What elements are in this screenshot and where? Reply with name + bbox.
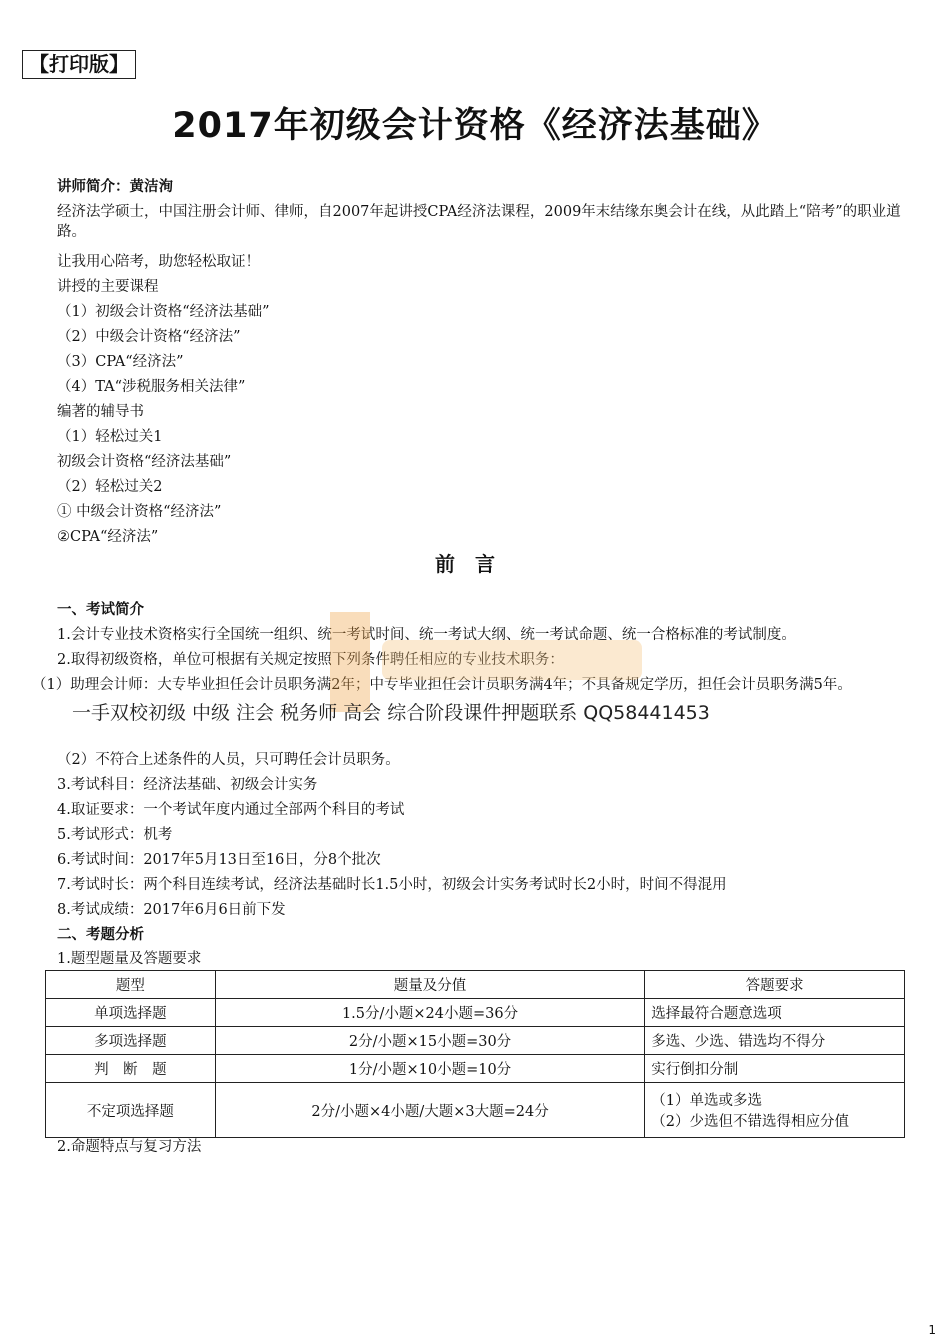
exam-item-2: 2.取得初级资格，单位可根据有关规定按照下列条件聘任相应的专业技术职务：	[57, 652, 564, 668]
exam-item-6: 6.考试时间：2017年5月13日至16日，分8个批次	[57, 852, 381, 868]
table-cell-score: 1分/小题×10小题=10分	[215, 1055, 644, 1083]
table-cell-type: 单项选择题	[46, 999, 216, 1027]
section-question-analysis-heading: 二、考题分析	[57, 927, 144, 943]
exam-item-5: 5.考试形式：机考	[57, 827, 173, 843]
exam-item-2-1: （1）助理会计师：大专毕业担任会计员职务满2年；中专毕业担任会计员职务满4年；不具备规定学历，担任会计员职务满5年。	[32, 677, 852, 693]
page-number: 1	[928, 1323, 936, 1337]
table-cell-score: 1.5分/小题×24小题=36分	[215, 999, 644, 1027]
requirement-line: （1）单选或多选	[651, 1093, 762, 1109]
book-item: 初级会计资格“经济法基础”	[57, 454, 232, 470]
document-title: 2017年初级会计资格《经济法基础》	[172, 106, 778, 146]
watermark-text: 一手双校初级 中级 注会 税务师 高会 综合阶段课件押题联系 QQ58441453	[72, 702, 710, 724]
table-cell-requirement: 多选、少选、错选均不得分	[645, 1027, 905, 1055]
books-heading: 编著的辅导书	[57, 404, 144, 420]
table-cell-requirement	[645, 1083, 905, 1138]
exam-item-1: 1.会计专业技术资格实行全国统一组织、统一考试时间、统一考试大纲、统一考试命题、统一合格标准的考试制度。	[57, 627, 796, 643]
courses-heading: 讲授的主要课程	[57, 279, 159, 295]
table-header: 题量及分值	[215, 971, 644, 999]
table-cell-score: 2分/小题×4小题/大题×3大题=24分	[215, 1083, 644, 1138]
section-exam-intro-heading: 一、考试简介	[57, 602, 144, 618]
lecturer-bio-text: 经济法学硕士，中国注册会计师、律师，自2007年起讲授CPA经济法课程，2009年末结缘东奥会计在线，从此踏上“陪考”的职业道路。	[57, 204, 901, 240]
table-row	[46, 1055, 905, 1083]
book-item: （2）轻松过关2	[57, 479, 163, 495]
motto: 让我用心陪考，助您轻松取证！	[57, 254, 260, 270]
exam-item-2-2: （2）不符合上述条件的人员，只可聘任会计员职务。	[57, 752, 400, 768]
question-type-subheading: 1.题型题量及答题要求	[57, 951, 202, 967]
lecturer-heading: 讲师简介：黄洁洵	[57, 179, 173, 195]
table-header: 题型	[46, 971, 216, 999]
table-row	[46, 1027, 905, 1055]
course-item: （1）初级会计资格“经济法基础”	[57, 304, 270, 320]
proposition-subheading: 2.命题特点与复习方法	[57, 1139, 202, 1155]
course-item: （2）中级会计资格“经济法”	[57, 329, 241, 345]
table-header-row	[46, 971, 905, 999]
table-header: 答题要求	[645, 971, 905, 999]
requirement-line: （2）少选但不错选得相应分值	[651, 1114, 849, 1130]
exam-item-7: 7.考试时长：两个科目连续考试，经济法基础时长1.5小时，初级会计实务考试时长2小时，时间不得混用	[57, 877, 727, 893]
watermark-logo-shape	[330, 612, 370, 712]
table-cell-requirement: 实行倒扣分制	[645, 1055, 905, 1083]
table-cell-requirement: 选择最符合题意选项	[645, 999, 905, 1027]
watermark-logo-shape	[382, 640, 642, 680]
preface-title: 前言	[435, 552, 515, 576]
book-item: ②CPA“经济法”	[57, 529, 159, 545]
exam-item-4: 4.取证要求：一个考试年度内通过全部两个科目的考试	[57, 802, 405, 818]
table-cell-type: 不定项选择题	[46, 1083, 216, 1138]
question-type-table	[45, 970, 905, 1138]
table-cell-type: 判 断 题	[46, 1055, 216, 1083]
print-version-tag: 【打印版】	[22, 50, 136, 79]
table-cell-score: 2分/小题×15小题=30分	[215, 1027, 644, 1055]
lecturer-bio	[0, 202, 928, 242]
book-item: ① 中级会计资格“经济法”	[57, 504, 222, 520]
book-item: （1）轻松过关1	[57, 429, 163, 445]
table-cell-type: 多项选择题	[46, 1027, 216, 1055]
course-item: （3）CPA“经济法”	[57, 354, 184, 370]
exam-item-8: 8.考试成绩：2017年6月6日前下发	[57, 902, 286, 918]
course-item: （4）TA“涉税服务相关法律”	[57, 379, 246, 395]
table-row	[46, 999, 905, 1027]
table-row	[46, 1083, 905, 1138]
exam-item-3: 3.考试科目：经济法基础、初级会计实务	[57, 777, 318, 793]
